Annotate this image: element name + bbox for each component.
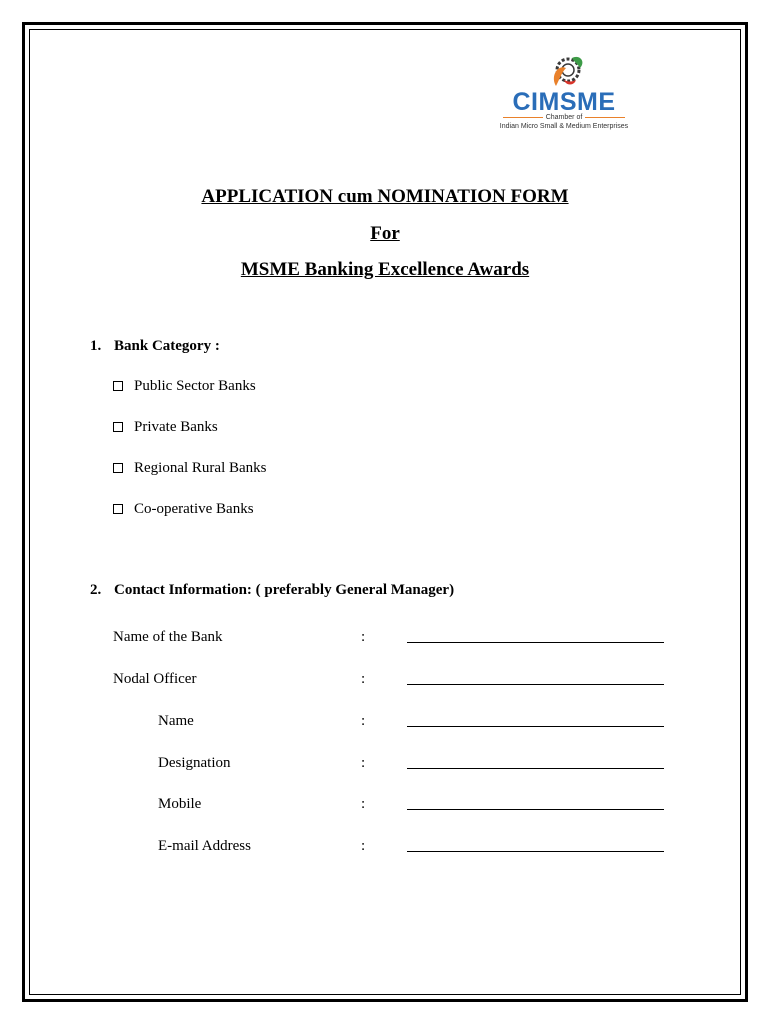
form-title: APPLICATION cum NOMINATION FORM bbox=[201, 186, 569, 207]
email-field[interactable] bbox=[407, 851, 664, 852]
section-title: Contact Information: ( preferably General Manager) bbox=[114, 582, 455, 598]
colon: : bbox=[361, 838, 366, 854]
name-field[interactable] bbox=[407, 726, 664, 727]
section-contact-heading bbox=[90, 581, 454, 599]
section-title: Bank Category : bbox=[114, 338, 220, 354]
checkbox[interactable] bbox=[113, 381, 123, 391]
colon: : bbox=[361, 713, 366, 729]
option-label: Co-operative Banks bbox=[134, 501, 254, 517]
bank-name-field[interactable] bbox=[407, 642, 664, 643]
checkbox[interactable] bbox=[113, 504, 123, 514]
label-nodal-officer: Nodal Officer bbox=[113, 671, 197, 687]
gear-hand-logo-icon bbox=[528, 52, 600, 92]
option-label: Public Sector Banks bbox=[134, 378, 256, 394]
section-bank-category-heading bbox=[90, 337, 220, 355]
colon: : bbox=[361, 796, 366, 812]
section-number: 2. bbox=[90, 582, 102, 598]
cimsme-logo bbox=[498, 52, 638, 142]
option-public-sector-banks[interactable] bbox=[113, 377, 256, 395]
logo-wordmark: CIMSME bbox=[512, 88, 616, 116]
section-number: 1. bbox=[90, 338, 102, 354]
colon: : bbox=[361, 755, 366, 771]
colon: : bbox=[361, 671, 366, 687]
label-mobile: Mobile bbox=[158, 796, 202, 812]
option-label: Private Banks bbox=[134, 419, 218, 435]
nodal-officer-field[interactable] bbox=[407, 684, 664, 685]
form-title-for: For bbox=[370, 223, 400, 244]
option-regional-rural-banks[interactable] bbox=[113, 459, 266, 477]
form-subtitle: MSME Banking Excellence Awards bbox=[240, 259, 530, 280]
logo-tagline-1-text: Chamber of bbox=[545, 114, 583, 121]
option-label: Regional Rural Banks bbox=[134, 460, 267, 476]
checkbox[interactable] bbox=[113, 422, 123, 432]
option-cooperative-banks[interactable] bbox=[113, 500, 254, 518]
logo-tagline-1 bbox=[498, 114, 630, 121]
designation-field[interactable] bbox=[407, 768, 664, 769]
checkbox[interactable] bbox=[113, 463, 123, 473]
option-private-banks[interactable] bbox=[113, 418, 218, 436]
label-bank-name: Name of the Bank bbox=[113, 629, 223, 645]
label-email: E-mail Address bbox=[158, 838, 251, 854]
label-designation: Designation bbox=[158, 755, 231, 771]
logo-tagline-2: Indian Micro Small & Medium Enterprises bbox=[499, 123, 629, 130]
colon: : bbox=[361, 629, 366, 645]
label-name: Name bbox=[158, 713, 194, 729]
mobile-field[interactable] bbox=[407, 809, 664, 810]
